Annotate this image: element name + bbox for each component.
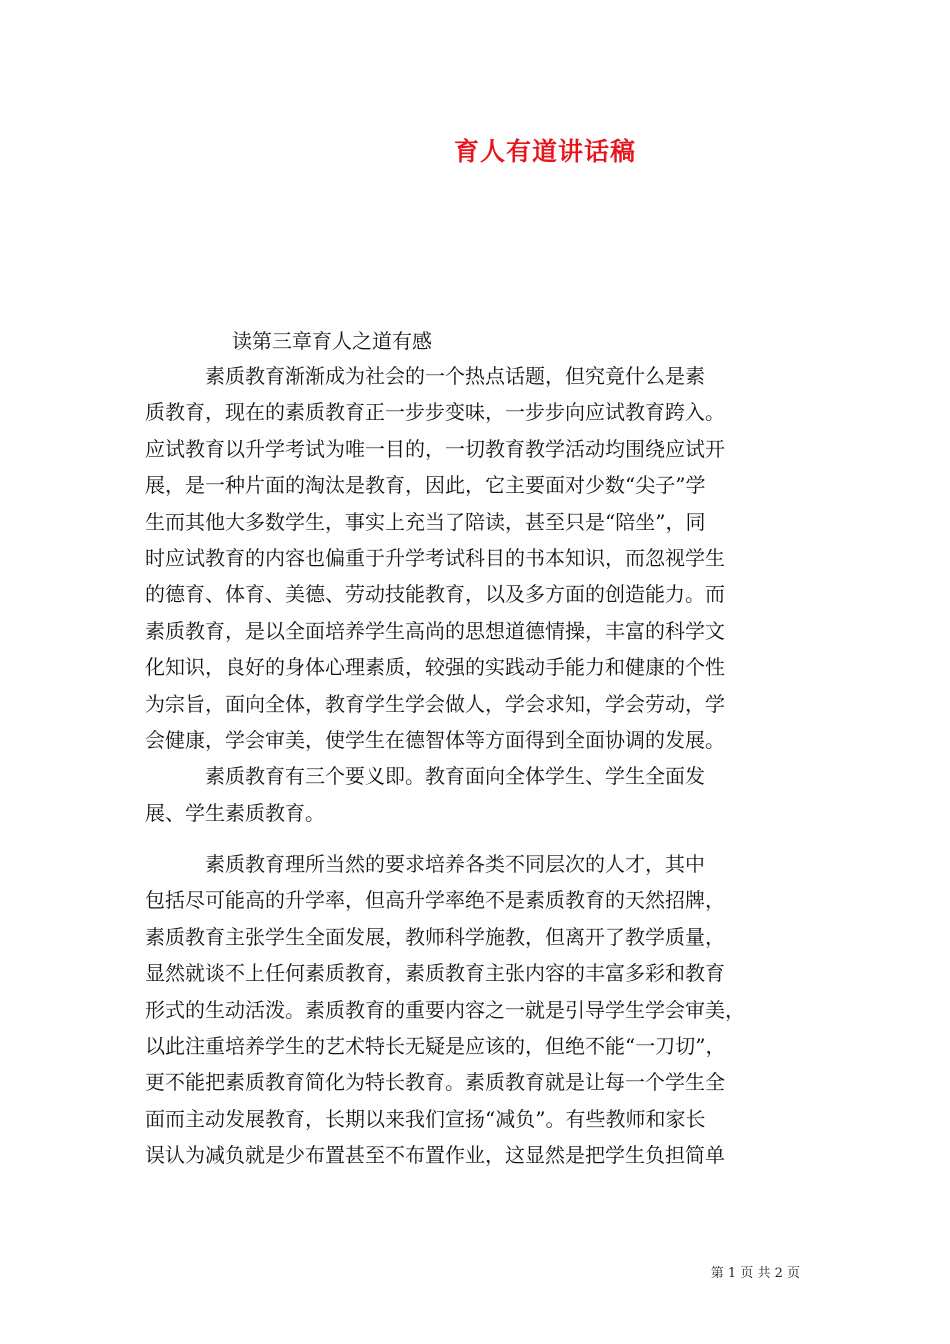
text-line: 生而其他大多数学生，事实上充当了陪读，甚至只是“陪坐”，同	[145, 509, 706, 534]
text-line: 展、学生素质教育。	[145, 800, 325, 825]
text-line: 质教育，现在的素质教育正一步步变味，一步步向应试教育跨入。	[145, 400, 725, 425]
paragraph-2	[145, 758, 811, 831]
text-line: 素质教育，是以全面培养学生高尚的思想道德情操，丰富的科学文	[145, 618, 725, 643]
text-line: 为宗旨，面向全体，教育学生学会做人，学会求知，学会劳动，学	[145, 691, 725, 716]
text-line: 化知识，良好的身体心理素质，较强的实践动手能力和健康的个性	[145, 655, 725, 680]
text-line: 以此注重培养学生的艺术特长无疑是应该的，但绝不能“一刀切”，	[145, 1034, 726, 1059]
text-line: 面而主动发展教育，长期以来我们宣扬“减负”。有些教师和家长	[145, 1106, 706, 1131]
text-line: 更不能把素质教育简化为特长教育。素质教育就是让每一个学生全	[145, 1070, 725, 1095]
text-line: 素质教育渐渐成为社会的一个热点话题，但究竟什么是素	[145, 364, 705, 388]
text-line: 素质教育理所当然的要求培养各类不同层次的人才，其中	[145, 852, 705, 877]
text-line: 会健康，学会审美，使学生在德智体等方面得到全面协调的发展。	[145, 727, 725, 752]
text-line: 应试教育以升学考试为唯一目的，一切教育教学活动均围绕应试开	[145, 436, 725, 461]
document-body	[145, 358, 811, 1174]
text-line: 误认为减负就是少布置甚至不布置作业，这显然是把学生负担简单	[145, 1143, 725, 1168]
text-line: 形式的生动活泼。素质教育的重要内容之一就是引导学生学会审美，	[145, 997, 745, 1022]
paragraph-1	[145, 358, 811, 758]
text-line: 展，是一种片面的淘汰是教育，因此，它主要面对少数“尖子”学	[145, 473, 706, 498]
text-line: 的德育、体育、美德、劳动技能教育，以及多方面的创造能力。而	[145, 582, 725, 607]
text-line: 素质教育有三个要义即。教育面向全体学生、学生全面发	[145, 764, 705, 789]
document-subtitle: 读第三章育人之道有感	[232, 329, 432, 353]
text-line: 素质教育主张学生全面发展，教师科学施教，但离开了教学质量，	[145, 924, 725, 949]
paragraph-3	[145, 846, 811, 1174]
paragraph-spacer	[145, 831, 811, 846]
text-line: 显然就谈不上任何素质教育，素质教育主张内容的丰富多彩和教育	[145, 961, 725, 986]
text-line: 时应试教育的内容也偏重于升学考试科目的书本知识，而忽视学生	[145, 545, 725, 570]
page-footer: 第 1 页 共 2 页	[710, 1266, 800, 1281]
text-line: 包括尽可能高的升学率，但高升学率绝不是素质教育的天然招牌，	[145, 888, 725, 913]
document-title: 育人有道讲话稿	[453, 137, 636, 166]
